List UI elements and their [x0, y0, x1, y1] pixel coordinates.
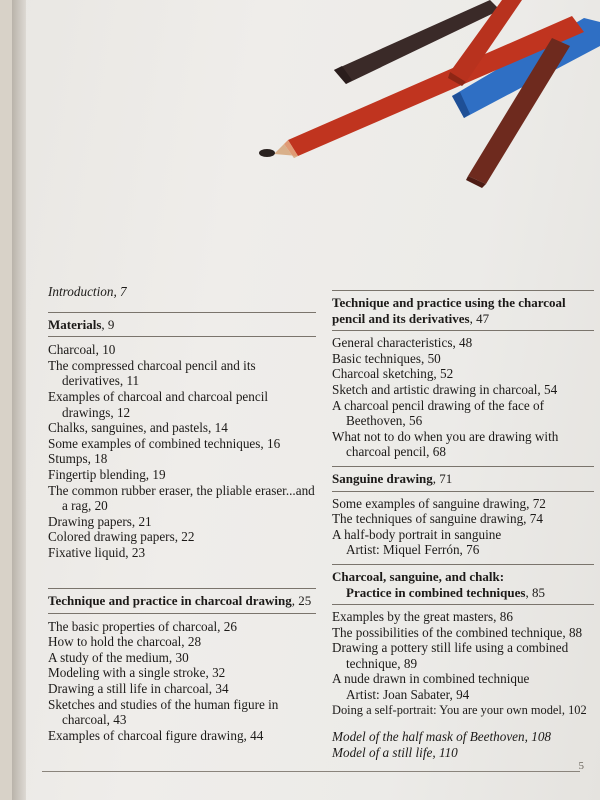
drawing-materials-illustration: [12, 0, 600, 200]
toc-entry: Modeling with a single stroke, 32: [48, 665, 226, 681]
toc-entry: The techniques of sanguine drawing, 74: [332, 511, 543, 527]
toc-entry: Fingertip blending, 19: [48, 466, 166, 482]
charcoal-technique-list: [48, 619, 316, 744]
toc-entry: Charcoal, 10: [48, 342, 116, 358]
toc-entry: The compressed charcoal pencil and its derivatives, 11: [48, 357, 256, 389]
toc-entry: Stumps, 18: [48, 451, 108, 467]
toc-entry: Chalks, sanguines, and pastels, 14: [48, 420, 228, 436]
introduction-entry: Introduction, 7: [48, 284, 127, 299]
toc-entry: The possibilities of the combined technique, 88: [332, 624, 583, 640]
toc-entry: A charcoal pencil drawing of the face of Beethoven, 56: [332, 397, 544, 429]
section-heading-materials: Materials, 9: [48, 316, 115, 332]
section-heading-charcoal-pencil: Technique and practice using the charcoal pencil and its derivatives, 47: [332, 295, 566, 326]
charcoal-pencil-list: [332, 335, 594, 460]
toc-entry: The common rubber eraser, the pliable eraser...and a rag, 20: [48, 482, 315, 514]
section-heading-combined-techniques: Charcoal, sanguine, and chalk: Practice in combined techniques, 85: [332, 568, 545, 600]
toc-entry: How to hold the charcoal, 28: [48, 634, 202, 650]
toc-entry-artist: Artist: Miquel Ferrón, 76: [346, 542, 480, 558]
book-page: [12, 0, 600, 800]
toc-entry: Some examples of combined techniques, 16: [48, 435, 281, 451]
toc-entry-model: Model of a still life, 110: [332, 744, 458, 760]
sanguine-list: [332, 496, 594, 558]
section-heading-charcoal-technique: Technique and practice in charcoal drawing, 25: [48, 593, 312, 608]
toc-entry: A study of the medium, 30: [48, 649, 189, 665]
footer-rule: [42, 771, 580, 772]
toc-entry: Basic techniques, 50: [332, 350, 441, 366]
toc-entry: Sketches and studies of the human figure in charcoal, 43: [48, 696, 279, 728]
toc-entry: Drawing a still life in charcoal, 34: [48, 680, 229, 696]
toc-left-column-lower: [48, 588, 316, 743]
section-heading-sanguine: Sanguine drawing, 71: [332, 470, 453, 486]
toc-entry: Charcoal sketching, 52: [332, 366, 454, 382]
toc-entry: Examples by the great masters, 86: [332, 609, 513, 625]
toc-entry: Some examples of sanguine drawing, 72: [332, 495, 546, 511]
toc-entry: A nude drawn in combined technique: [332, 671, 530, 687]
toc-entry: What not to do when you are drawing with charcoal pencil, 68: [332, 428, 559, 460]
models-list: [332, 729, 594, 760]
toc-entry: Doing a self-portrait: You are your own model, 102: [332, 702, 587, 717]
toc-left-column: [48, 284, 316, 561]
toc-entry: The basic properties of charcoal, 26: [48, 618, 237, 634]
toc-right-column: [332, 290, 594, 760]
combined-techniques-list: [332, 609, 594, 718]
toc-entry: Examples of charcoal and charcoal pencil drawings, 12: [48, 388, 269, 420]
toc-entry: Sketch and artistic drawing in charcoal, 54: [332, 381, 558, 397]
toc-entry: Drawing a pottery still life using a combined technique, 89: [332, 640, 569, 671]
toc-entry: Drawing papers, 21: [48, 513, 152, 529]
toc-entry: Fixative liquid, 23: [48, 544, 146, 560]
toc-entry: A half-body portrait in sanguine: [332, 526, 502, 542]
toc-entry-artist: Artist: Joan Sabater, 94: [346, 687, 470, 703]
toc-entry: Colored drawing papers, 22: [48, 529, 195, 545]
toc-entry-model: Model of the half mask of Beethoven, 108: [332, 729, 552, 745]
page-number: 5: [578, 760, 584, 772]
materials-list: [48, 342, 316, 560]
toc-entry: Examples of charcoal figure drawing, 44: [48, 727, 264, 743]
toc-entry: General characteristics, 48: [332, 335, 473, 351]
